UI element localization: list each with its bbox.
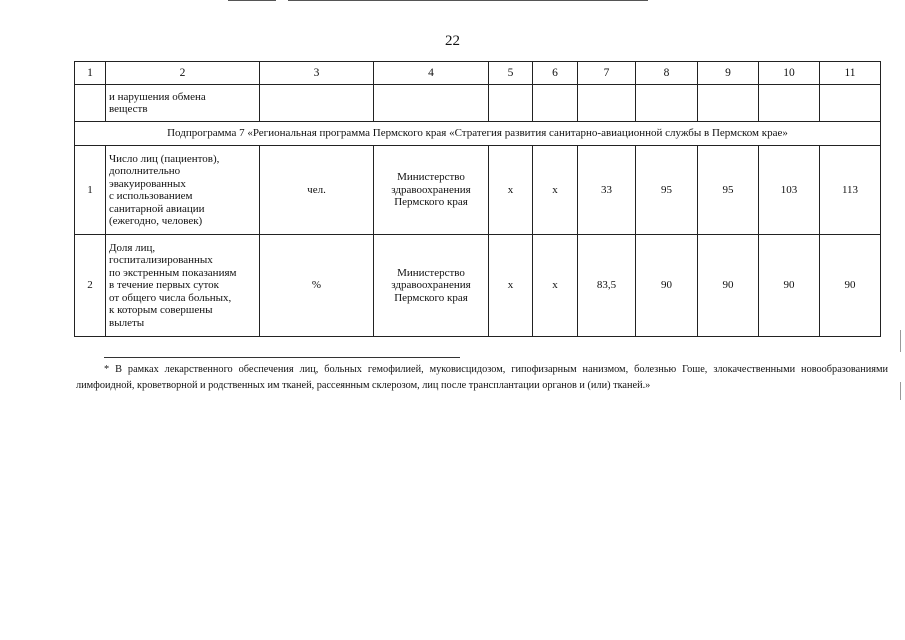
continuation-row [75, 85, 881, 122]
text-line: Доля лиц, [109, 241, 156, 254]
table-cell [489, 85, 533, 122]
text-line: дополнительно [109, 165, 181, 177]
footnote-separator [104, 357, 460, 358]
page-number: 22 [445, 33, 460, 49]
text-line: к которым совершены [109, 304, 213, 317]
value-cell: 103 [759, 146, 820, 235]
executor-cell [374, 235, 489, 337]
table-cell [636, 85, 698, 122]
column-header: 11 [820, 62, 881, 85]
column-header: 5 [489, 62, 533, 85]
text-line: Министерство [397, 171, 465, 184]
indicator-cell [106, 85, 260, 122]
table-cell [75, 85, 106, 122]
indicators-table [74, 61, 881, 337]
value-cell: 95 [636, 146, 698, 235]
value-cell: 33 [578, 146, 636, 235]
value-cell: х [533, 235, 578, 337]
table-row [75, 146, 881, 235]
scan-margin-mark [900, 382, 901, 400]
value-cell: 83,5 [578, 235, 636, 337]
column-header: 1 [75, 62, 106, 85]
value-cell: х [533, 146, 578, 235]
text-line: Число лиц (пациентов), [109, 152, 220, 165]
table-cell [698, 85, 759, 122]
indicator-cell [106, 235, 260, 337]
column-header: 6 [533, 62, 578, 85]
text-line: эвакуированных [109, 177, 186, 190]
table-cell [820, 85, 881, 122]
text-line: Пермского края [394, 291, 468, 304]
column-header: 10 [759, 62, 820, 85]
table-cell [374, 85, 489, 122]
text-line: от общего числа больных, [109, 291, 232, 304]
table-row [75, 235, 881, 337]
footnote-text: * В рамках лекарственного обеспечения лиц, больных гемофилией, муковисцидозом, гипофизарным нанизмом, болезнью Гоше, злокачественными новообразованиями лимфоидной, кроветворной и родственных им тканей, рассеянным склерозом, лиц после трансплантации органов и (или) тканей.» [76, 364, 888, 391]
text-line: госпитализированных [109, 254, 213, 267]
column-header: 9 [698, 62, 759, 85]
text-line: Пермского края [394, 196, 468, 209]
column-header: 3 [260, 62, 374, 85]
table-cell [260, 85, 374, 122]
top-edge-line [228, 0, 276, 1]
value-cell: 90 [636, 235, 698, 337]
value-cell: 113 [820, 146, 881, 235]
row-number: 1 [75, 146, 106, 235]
value-cell: 90 [820, 235, 881, 337]
text-line: и нарушения обмена [109, 90, 206, 103]
row-number: 2 [75, 235, 106, 337]
executor-cell [374, 146, 489, 235]
text-line: здравоохранения [391, 183, 471, 196]
unit-cell: % [260, 235, 374, 337]
text-line: (ежегодно, человек) [109, 215, 203, 227]
column-header: 2 [106, 62, 260, 85]
value-cell: х [489, 235, 533, 337]
column-header: 4 [374, 62, 489, 85]
text-line: вылеты [109, 316, 145, 329]
value-cell: х [489, 146, 533, 235]
indicator-cell [106, 146, 260, 235]
subprogram-title: Подпрограмма 7 «Региональная программа Пермского края «Стратегия развития санитарно-авиационной службы в Пермском крае» [75, 122, 881, 146]
column-header: 8 [636, 62, 698, 85]
value-cell: 90 [759, 235, 820, 337]
text-line: Министерство [397, 266, 465, 279]
value-cell: 90 [698, 235, 759, 337]
unit-cell: чел. [260, 146, 374, 235]
table-cell [533, 85, 578, 122]
table-cell [578, 85, 636, 122]
column-header: 7 [578, 62, 636, 85]
text-line: здравоохранения [391, 279, 471, 292]
value-cell: 95 [698, 146, 759, 235]
text-line: с использованием [109, 190, 193, 202]
scan-margin-mark [900, 330, 901, 352]
table-cell [759, 85, 820, 122]
text-line: санитарной авиации [109, 202, 205, 215]
subprogram-row [75, 122, 881, 146]
top-edge-line [288, 0, 648, 1]
text-line: веществ [109, 103, 148, 115]
text-line: в течение первых суток [109, 279, 220, 292]
text-line: по экстренным показаниям [109, 266, 237, 279]
table-header-row [75, 62, 881, 85]
